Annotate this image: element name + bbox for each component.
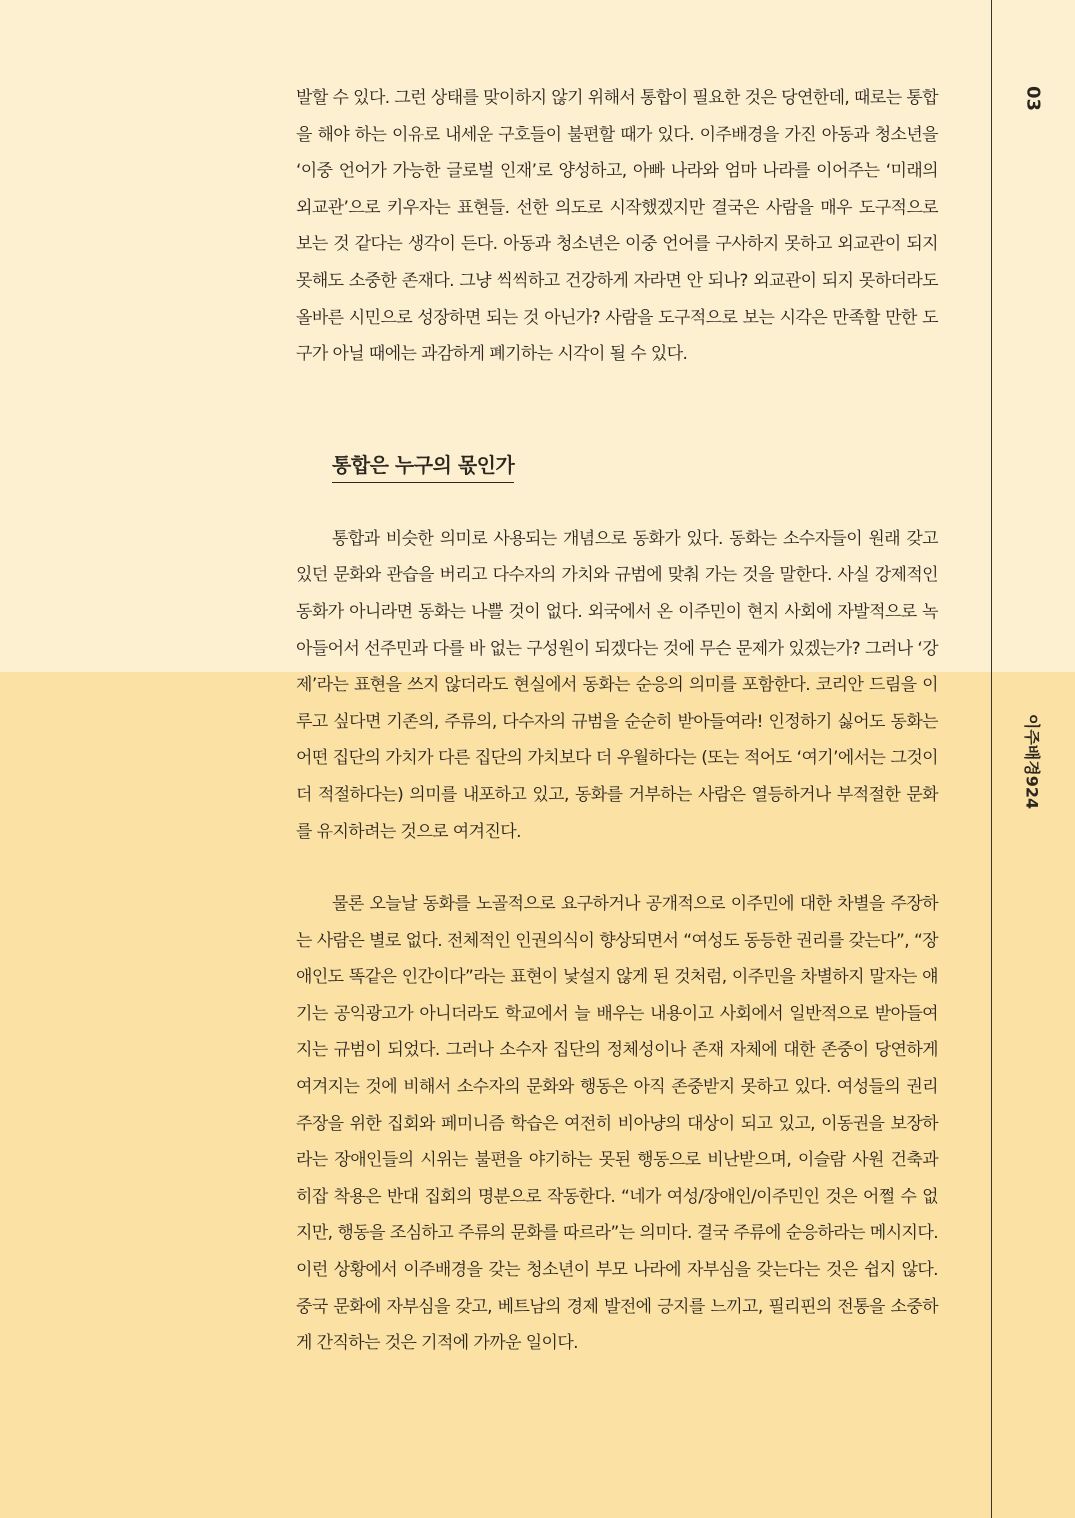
article-body xyxy=(296,80,938,1362)
body-paragraph-3: 물론 오늘날 동화를 노골적으로 요구하거나 공개적으로 이주민에 대한 차별을 주장하는 사람은 별로 없다. 전체적인 인권의식이 향상되면서 “여성도 동등한 권리를 갖는다”, “장애인도 똑같은 인간이다”라는 표현이 낯설지 않게 된 것처럼, 이주민을 차별하지 말자는 얘기는 공익광고가 아니더라도 학교에서 늘 배우는 내용이고 사회에서 일반적으로 받아들여지는 규범이 되었다. 그러나 소수자 집단의 정체성이나 존재 자체에 대한 존중이 당연하게 여겨지는 것에 비해서 소수자의 문화와 행동은 아직 존중받지 못하고 있다. 여성들의 권리 주장을 위한 집회와 페미니즘 학습은 여전히 비아냥의 대상이 되고 있고, 이동권을 보장하라는 장애인들의 시위는 불편을 야기하는 못된 행동으로 비난받으며, 이슬람 사원 건축과 히잡 착용은 반대 집회의 명분으로 작동한다. “네가 여성/장애인/이주민인 것은 어쩔 수 없지만, 행동을 조심하고 주류의 문화를 따르라”는 의미다. 결국 주류에 순응하라는 메시지다. 이런 상황에서 이주배경을 갖는 청소년이 부모 나라에 자부심을 갖는다는 것은 쉽지 않다. 중국 문화에 자부심을 갖고, 베트남의 경제 발전에 긍지를 느끼고, 필리핀의 전통을 소중하게 간직하는 것은 기적에 가까운 일이다. xyxy=(296,894,938,1354)
body-paragraph-1: 발할 수 있다. 그런 상태를 맞이하지 않기 위해서 통합이 필요한 것은 당연한데, 때로는 통합을 해야 하는 이유로 내세운 구호들이 불편할 때가 있다. 이주배경을 가진 아동과 청소년을 ‘이중 언어가 가능한 글로벌 인재’로 양성하고, 아빠 나라와 엄마 나라를 이어주는 ‘미래의 외교관’으로 키우자는 표현들. 선한 의도로 시작했겠지만 결국은 사람을 매우 도구적으로 보는 것 같다는 생각이 든다. 아동과 청소년은 이중 언어를 구사하지 못하고 외교관이 되지 못해도 소중한 존재다. 그냥 씩씩하고 건강하게 자라면 안 되나? 외교관이 되지 못하더라도 올바른 시민으로 성장하면 되는 것 아닌가? 사람을 도구적으로 보는 시각은 만족할 만한 도구가 아닐 때에는 과감하게 폐기하는 시각이 될 수 있다. xyxy=(296,88,938,365)
margin-divider xyxy=(991,0,992,1518)
body-paragraph-2: 통합과 비슷한 의미로 사용되는 개념으로 동화가 있다. 동화는 소수자들이 원래 갖고 있던 문화와 관습을 버리고 다수자의 가치와 규범에 맞춰 가는 것을 말한다. 사실 강제적인 동화가 아니라면 동화는 나쁠 것이 없다. 외국에서 온 이주민이 현지 사회에 자발적으로 녹아들어서 선주민과 다를 바 없는 구성원이 되겠다는 것에 무슨 문제가 있겠는가? 그러나 ‘강제’라는 표현을 쓰지 않더라도 현실에서 동화는 순응의 의미를 포함한다. 코리안 드림을 이루고 싶다면 기존의, 주류의, 다수자의 규범을 순순히 받아들여라! 인정하기 싫어도 동화는 어떤 집단의 가치가 다른 집단의 가치보다 더 우월하다는 (또는 적어도 ‘여기’에서는 그것이 더 적절하다는) 의미를 내포하고 있고, 동화를 거부하는 사람은 열등하거나 부적절한 문화를 유지하려는 것으로 여겨진다. xyxy=(296,528,938,842)
section-heading-wrapper xyxy=(296,449,938,483)
chapter-number: 03 xyxy=(1022,85,1044,112)
paragraph-spacer xyxy=(296,850,938,886)
magazine-title: 이주배경924 xyxy=(1022,713,1042,810)
section-heading: 통합은 누구의 몫인가 xyxy=(332,449,514,483)
